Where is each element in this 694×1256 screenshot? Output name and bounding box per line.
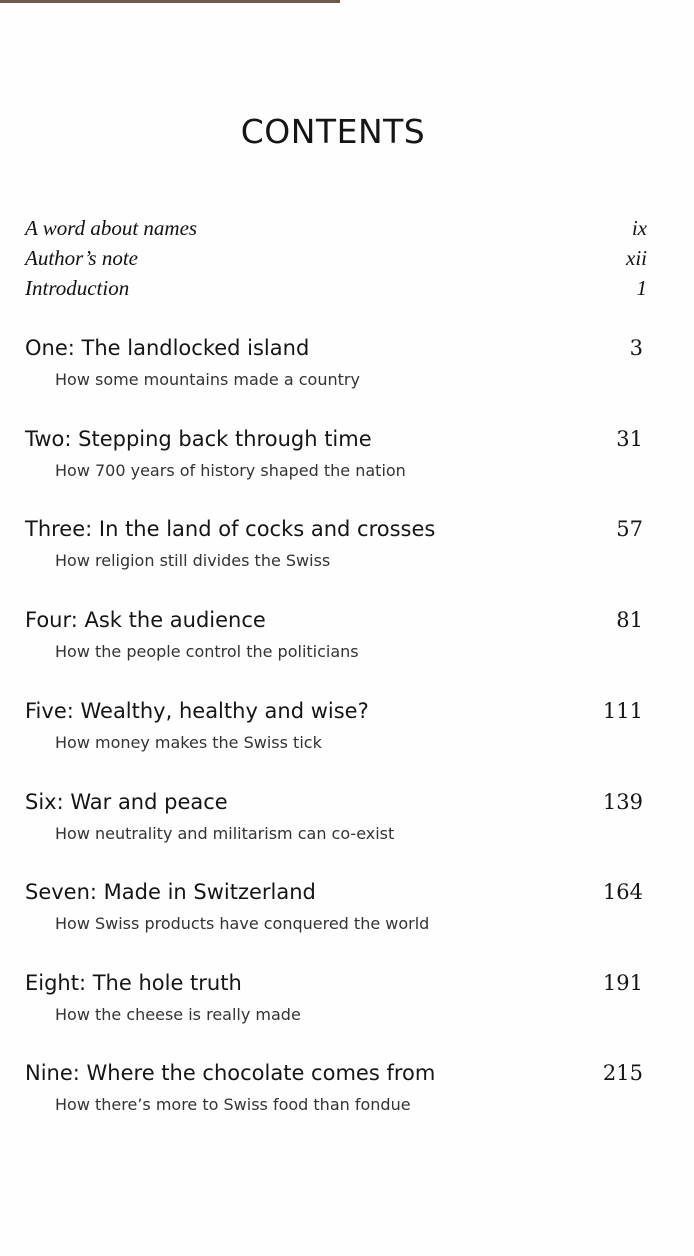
chapter-entry	[25, 336, 647, 406]
chapter-page-number: 111	[602, 699, 643, 723]
chapter-entry	[25, 971, 647, 1041]
chapter-subtitle: How 700 years of history shaped the nation	[55, 461, 406, 480]
chapter-subtitle: How the people control the politicians	[55, 642, 359, 661]
chapter-subtitle: How religion still divides the Swiss	[55, 551, 331, 570]
chapter-page-number: 215	[602, 1061, 643, 1085]
chapter-title: Five: Wealthy, healthy and wise?	[25, 699, 369, 723]
chapter-subtitle: How there’s more to Swiss food than fondue	[55, 1095, 411, 1114]
chapter-page-number: 139	[602, 790, 643, 814]
chapter-subtitle: How money makes the Swiss tick	[55, 733, 322, 752]
chapter-subtitle: How some mountains made a country	[55, 370, 360, 389]
entry-label: Introduction	[25, 276, 130, 300]
chapter-title: Three: In the land of cocks and crosses	[25, 517, 436, 541]
front-matter-entry	[25, 216, 647, 246]
entry-page-number: ix	[631, 216, 647, 240]
chapter-subtitle: How Swiss products have conquered the world	[55, 914, 430, 933]
entry-page-number: 1	[636, 276, 647, 300]
front-matter-entry	[25, 246, 647, 276]
chapter-page-number: 191	[602, 971, 643, 995]
entry-label: Author’s note	[25, 246, 138, 270]
chapter-title: Seven: Made in Switzerland	[25, 880, 316, 904]
chapter-entry	[25, 517, 647, 587]
chapter-entry	[25, 427, 647, 497]
page-edge-shadow	[0, 0, 340, 3]
chapter-entry	[25, 790, 647, 860]
chapter-subtitle: How neutrality and militarism can co-exist	[55, 824, 395, 843]
chapter-page-number: 81	[616, 608, 643, 632]
entry-label: A word about names	[25, 216, 198, 240]
chapter-entry	[25, 1061, 647, 1131]
chapter-title: Nine: Where the chocolate comes from	[25, 1061, 436, 1085]
chapter-page-number: 31	[616, 427, 643, 451]
chapter-page-number: 3	[629, 336, 643, 360]
chapter-subtitle: How the cheese is really made	[55, 1005, 301, 1024]
chapter-title: Eight: The hole truth	[25, 971, 242, 995]
chapter-entry	[25, 699, 647, 769]
page-title: CONTENTS	[240, 112, 426, 151]
chapter-page-number: 57	[616, 517, 643, 541]
chapter-title: One: The landlocked island	[25, 336, 310, 360]
front-matter-entry	[25, 276, 647, 306]
chapter-title: Four: Ask the audience	[25, 608, 266, 632]
entry-page-number: xii	[626, 246, 647, 270]
chapter-title: Six: War and peace	[25, 790, 228, 814]
chapter-page-number: 164	[602, 880, 643, 904]
chapter-title: Two: Stepping back through time	[25, 427, 372, 451]
chapter-entry	[25, 608, 647, 678]
chapter-entry	[25, 880, 647, 950]
